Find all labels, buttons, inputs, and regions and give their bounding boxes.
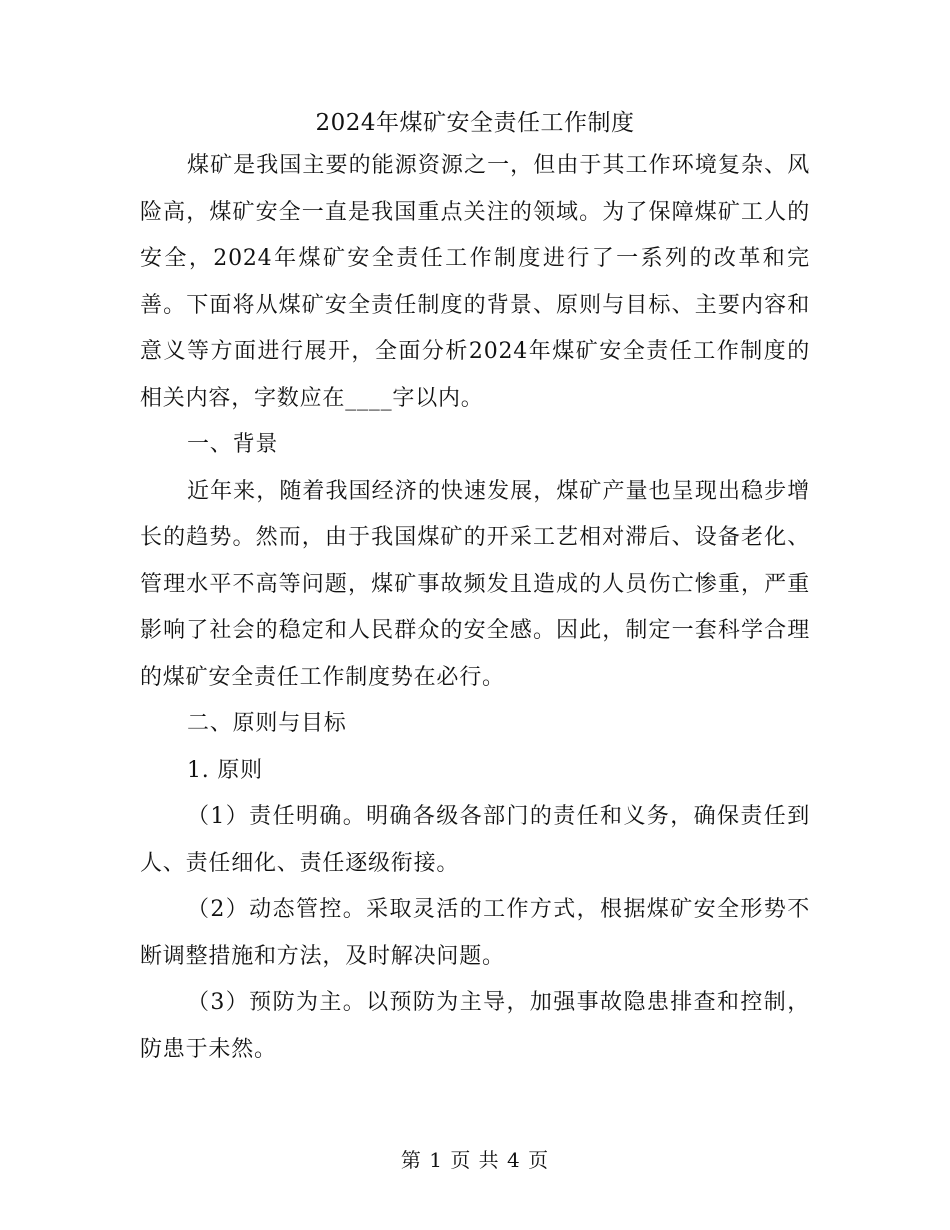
section-heading-background: 一、背景 [187,432,279,457]
paragraph-intro: 煤矿是我国主要的能源资源之一，但由于其工作环境复杂、风险高，煤矿安全一直是我国重点关注的领域。为了保障煤矿工人的安全，2024年煤矿安全责任工作制度进行了一系列的改革和完善。下面将从煤矿安全责任制度的背景、原则与目标、主要内容和意义等方面进行展开，全面分析2024年煤矿安全责任工作制度的相关内容，字数应在____字以内。 [140,153,810,411]
section-heading-principles-goals: 二、原则与目标 [187,711,347,736]
document-body [140,143,810,1073]
paragraph-background: 近年来，随着我国经济的快速发展，煤矿产量也呈现出稳步增长的趋势。然而，由于我国煤矿的开采工艺相对滞后、设备老化、管理水平不高等问题，煤矿事故频发且造成的人员伤亡惨重，严重影响了社会的稳定和人民群众的安全感。因此，制定一套科学合理的煤矿安全责任工作制度势在必行。 [140,478,810,690]
document-title: 2024年煤矿安全责任工作制度 [315,110,635,136]
principle-item-1: （1）责任明确。明确各级各部门的责任和义务，确保责任到人、责任细化、责任逐级衔接。 [140,804,810,876]
subheading-principles: 1. 原则 [187,757,263,783]
principle-item-3: （3）预防为主。以预防为主导，加强事故隐患排查和控制，防患于未然。 [140,990,810,1062]
principle-item-2: （2）动态管控。采取灵活的工作方式，根据煤矿安全形势不断调整措施和方法，及时解决问题。 [140,897,810,969]
page-number-footer: 第 1 页 共 4 页 [400,1148,550,1172]
